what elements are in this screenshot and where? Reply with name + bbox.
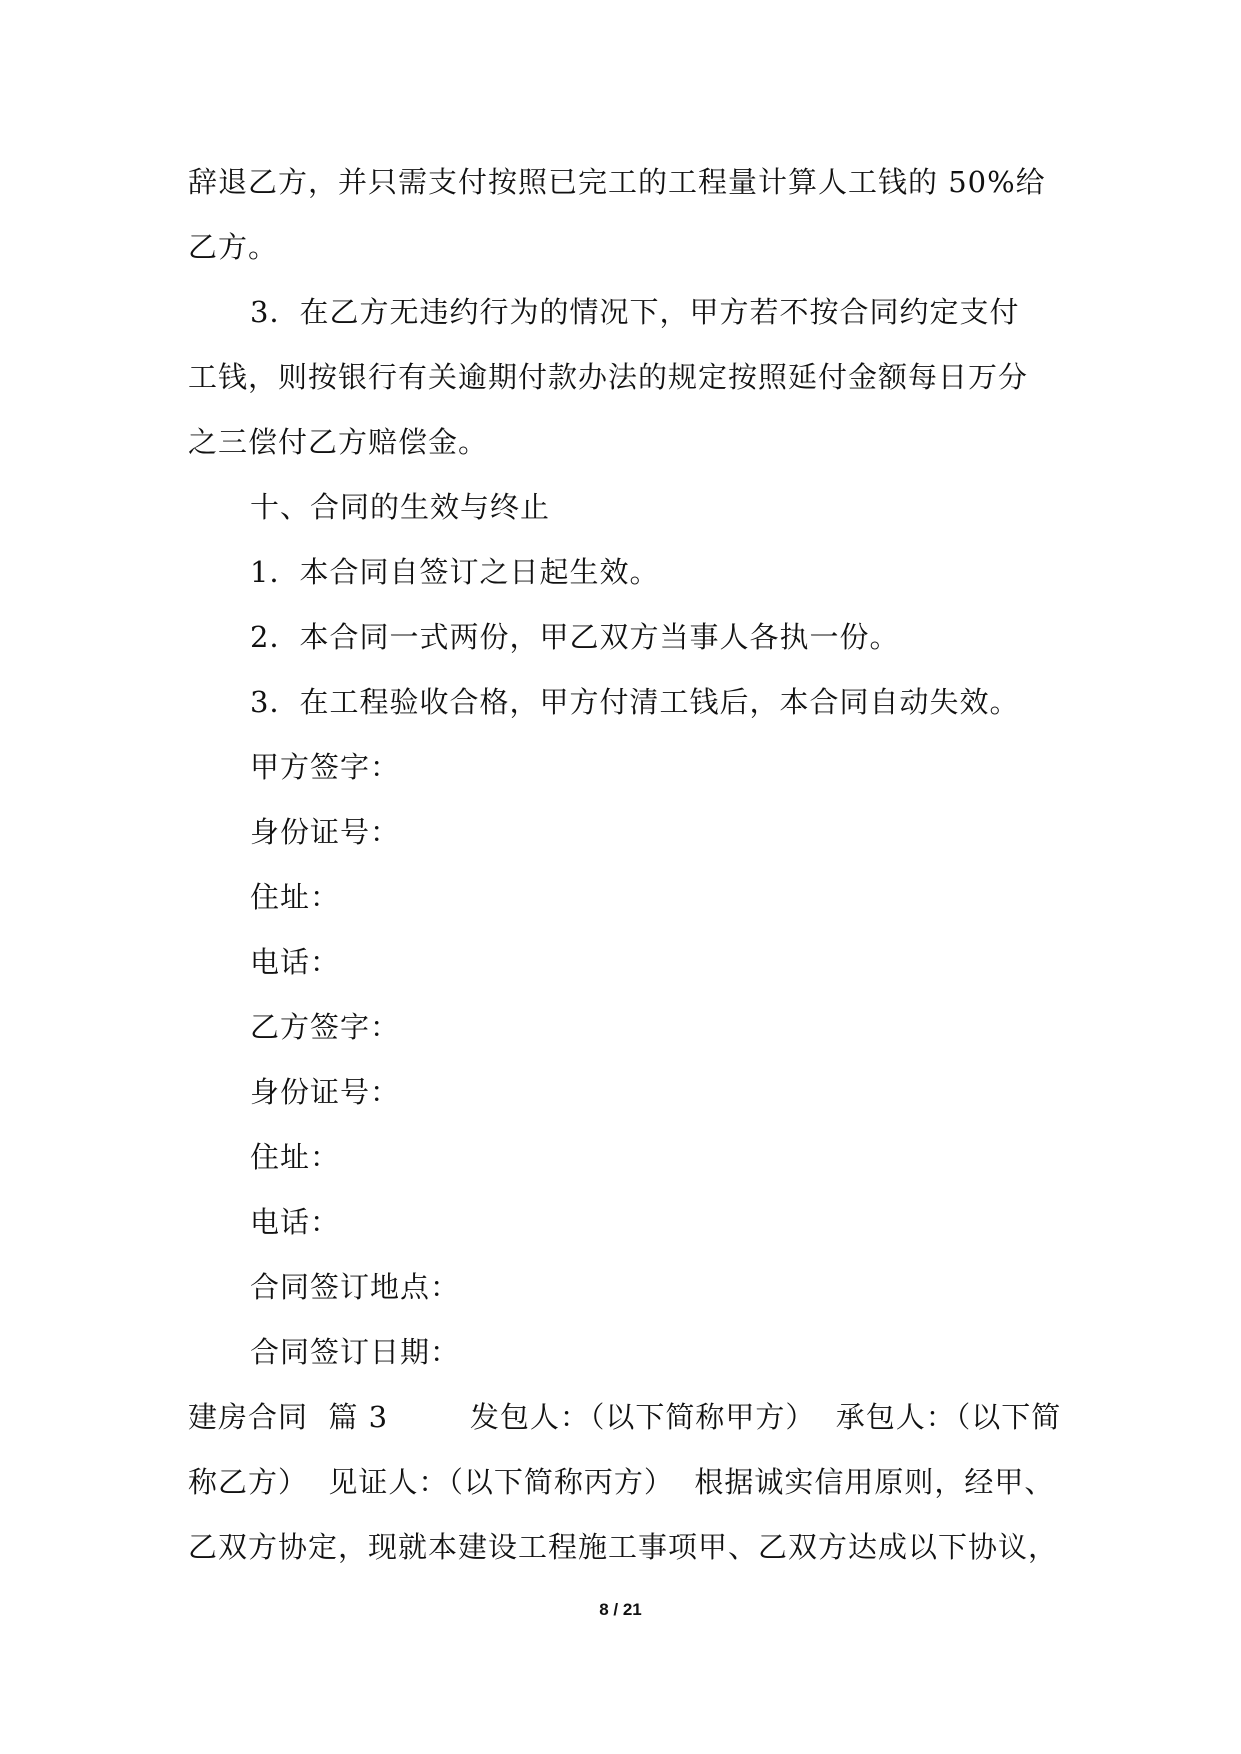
clause-2: 2．本合同一式两份，甲乙双方当事人各执一份。: [250, 620, 900, 654]
page-number: 8 / 21: [599, 1600, 642, 1619]
signature-field-address-b: 住址：: [250, 1140, 341, 1174]
paragraph-line: 乙方。: [188, 230, 279, 264]
signature-field-phone-a: 电话：: [250, 945, 341, 979]
section-title: 十、合同的生效与终止: [250, 490, 551, 524]
signature-field-party-b: 乙方签字：: [250, 1010, 401, 1044]
signature-field-id-a: 身份证号：: [250, 815, 401, 849]
paragraph-line: 乙双方协定，现就本建设工程施工事项甲、乙双方达成以下协议，: [188, 1530, 1059, 1564]
paragraph-line: 3．在乙方无违约行为的情况下，甲方若不按合同约定支付: [250, 295, 1020, 329]
clause-1: 1．本合同自签订之日起生效。: [250, 555, 660, 589]
signature-field-phone-b: 电话：: [250, 1205, 341, 1239]
paragraph-line: 之三偿付乙方赔偿金。: [188, 425, 489, 459]
clause-3: 3．在工程验收合格，甲方付清工钱后，本合同自动失效。: [250, 685, 1020, 719]
paragraph-line: 称乙方） 见证人：（以下简称丙方） 根据诚实信用原则，经甲、: [188, 1465, 1055, 1499]
signature-field-date: 合同签订日期：: [250, 1335, 461, 1369]
paragraph-line: 工钱，则按银行有关逾期付款办法的规定按照延付金额每日万分: [188, 360, 1029, 394]
paragraph-line: 辞退乙方，并只需支付按照已完工的工程量计算人工钱的 50%给: [188, 165, 1046, 199]
signature-field-id-b: 身份证号：: [250, 1075, 401, 1109]
signature-field-party-a: 甲方签字：: [250, 750, 401, 784]
next-contract-heading-line: 建房合同 篇 3 发包人：（以下简称甲方） 承包人：（以下简: [188, 1400, 1062, 1434]
signature-field-address-a: 住址：: [250, 880, 341, 914]
signature-field-place: 合同签订地点：: [250, 1270, 461, 1304]
